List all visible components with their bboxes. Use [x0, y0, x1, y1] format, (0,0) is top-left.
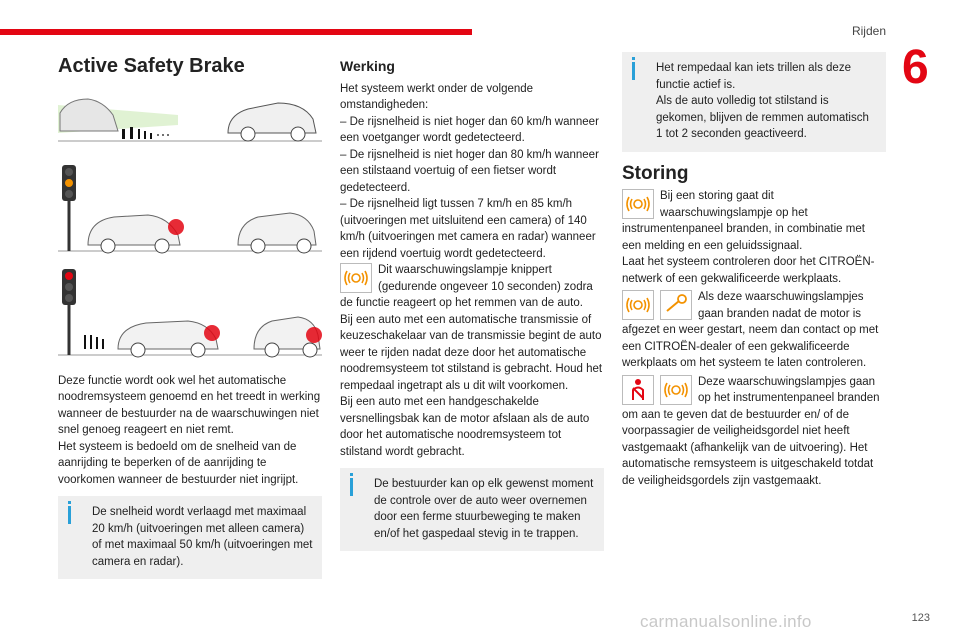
info-note: [622, 52, 886, 152]
info-note: [340, 468, 604, 551]
transmission-paragraph: Bij een auto met een automatische transmissie of keuzeschakelaar van de transmissie begint de auto weer te rijden nadat deze door het automatische noodremsysteem tot stilstand is gebracht. Houd het rempedaal ingetrapt als u dit wilt voorkomen. Bij een auto met een handgeschakelde versnellingsbak kan de motor afslaan als de auto door het automatische noodremsysteem tot stilstand wordt gebracht.: [340, 313, 603, 458]
illustration-car-approaching-car: [58, 93, 322, 151]
info-note-text: De snelheid wordt verlaagd met maximaal 20 km/h (uitvoeringen met alleen camera) of met maximaal 50 km/h (uitvoeringen met camera en radar).: [92, 506, 313, 568]
header-red-bar: [0, 29, 472, 35]
watermark: carmanualsonline.info: [640, 612, 812, 631]
storing-row-2: [622, 289, 886, 372]
collision-warning-icon: [660, 375, 692, 405]
seatbelt-icon: [622, 375, 654, 405]
lamp-description: Dit waarschuwingslampje knippert (gedurende ongeveer 10 seconden) zodra de functie reageert op het remmen van de auto.: [340, 264, 593, 309]
warning-lamp-row: [340, 262, 604, 312]
info-icon: [632, 62, 635, 80]
section-title: Rijden: [851, 24, 886, 38]
collision-warning-icon: [622, 290, 654, 320]
werking-conditions: Het systeem werkt onder de volgende omstandigheden: – De rijsnelheid is niet hoger dan 60 km/h wanneer een voetganger wordt gedetecteerd. – De rijsnelheid is niet hoger dan 80 km/h wanneer een stilstaand voertuig of een fietser wordt gedetecteerd. – De rijsnelheid ligt tussen 7 km/h en 85 km/h (uitvoeringen met uitsluitend een camera) of 140 km/h (uitvoeringen met camera en radar) wanneer een rijdend voertuig wordt gedetecteerd.: [340, 82, 599, 260]
service-wrench-icon: [660, 290, 692, 320]
page-number: 123: [911, 612, 930, 624]
collision-warning-icon: [340, 263, 372, 293]
storing-row-3: [622, 374, 886, 490]
storing-text-3: Deze waarschuwingslampjes gaan op het instrumentenpaneel branden om aan te geven dat de bestuurder en/ of de voorpassagier de veiligheidsgordel niet heeft vastgemaakt (afhankelijk van de uitvoering). Het automatische remsysteem is uitgeschakeld totdat de veiligheidsgordels zijn vastgemaakt.: [622, 375, 880, 487]
info-icon: [350, 478, 353, 496]
illustration-red-braking: [58, 269, 322, 359]
info-icon: [68, 506, 71, 524]
section-heading-werking: Werking: [340, 58, 395, 74]
storing-row-1: [622, 188, 886, 287]
column-3: [622, 52, 886, 489]
intro-paragraph: Deze functie wordt ook wel het automatische noodremsysteem genoemd en het treedt in werking wanneer de bestuurder na de waarschuwingen niet snel genoeg reageert en niet remt. Het systeem is bedoeld om de snelheid van de aanrijding te beperken of de aanrijding te voorkomen wanneer de bestuurder niet ingrijpt.: [58, 374, 321, 486]
section-heading-storing: Storing: [622, 162, 689, 184]
chapter-number: 6: [902, 41, 929, 94]
storing-text-1: Bij een storing gaat dit waarschuwingslampje op het instrumentenpaneel branden, in combinatie met een melding en een geluidssignaal. Laat het systeem controleren door het CITROËN-netwerk of een gekwalificeerde werkplaats.: [622, 190, 875, 285]
column-2: [340, 52, 604, 559]
info-note-text: Het rempedaal kan iets trillen als deze functie actief is. Als de auto volledig tot stilstand is gekomen, blijven de remmen automatisch 1 tot 2 seconden geactiveerd.: [656, 62, 869, 140]
column-1: [58, 52, 322, 587]
info-note-text: De bestuurder kan op elk gewenst moment de controle over de auto weer overnemen door een ferme stuurbeweging te maken en/of het gaspedaal stevig in te trappen.: [374, 478, 594, 540]
illustration-orange-warning: [58, 165, 322, 255]
collision-warning-icon: [622, 189, 654, 219]
info-note: [58, 496, 322, 579]
storing-text-2: Als deze waarschuwingslampjes gaan branden nadat de motor is afgezet en weer gestart, neem dan contact op met een CITROËN-dealer of een gekwalificeerde werkplaats om het systeem te laten controleren.: [622, 291, 879, 369]
page-title: Active Safety Brake: [58, 55, 245, 77]
